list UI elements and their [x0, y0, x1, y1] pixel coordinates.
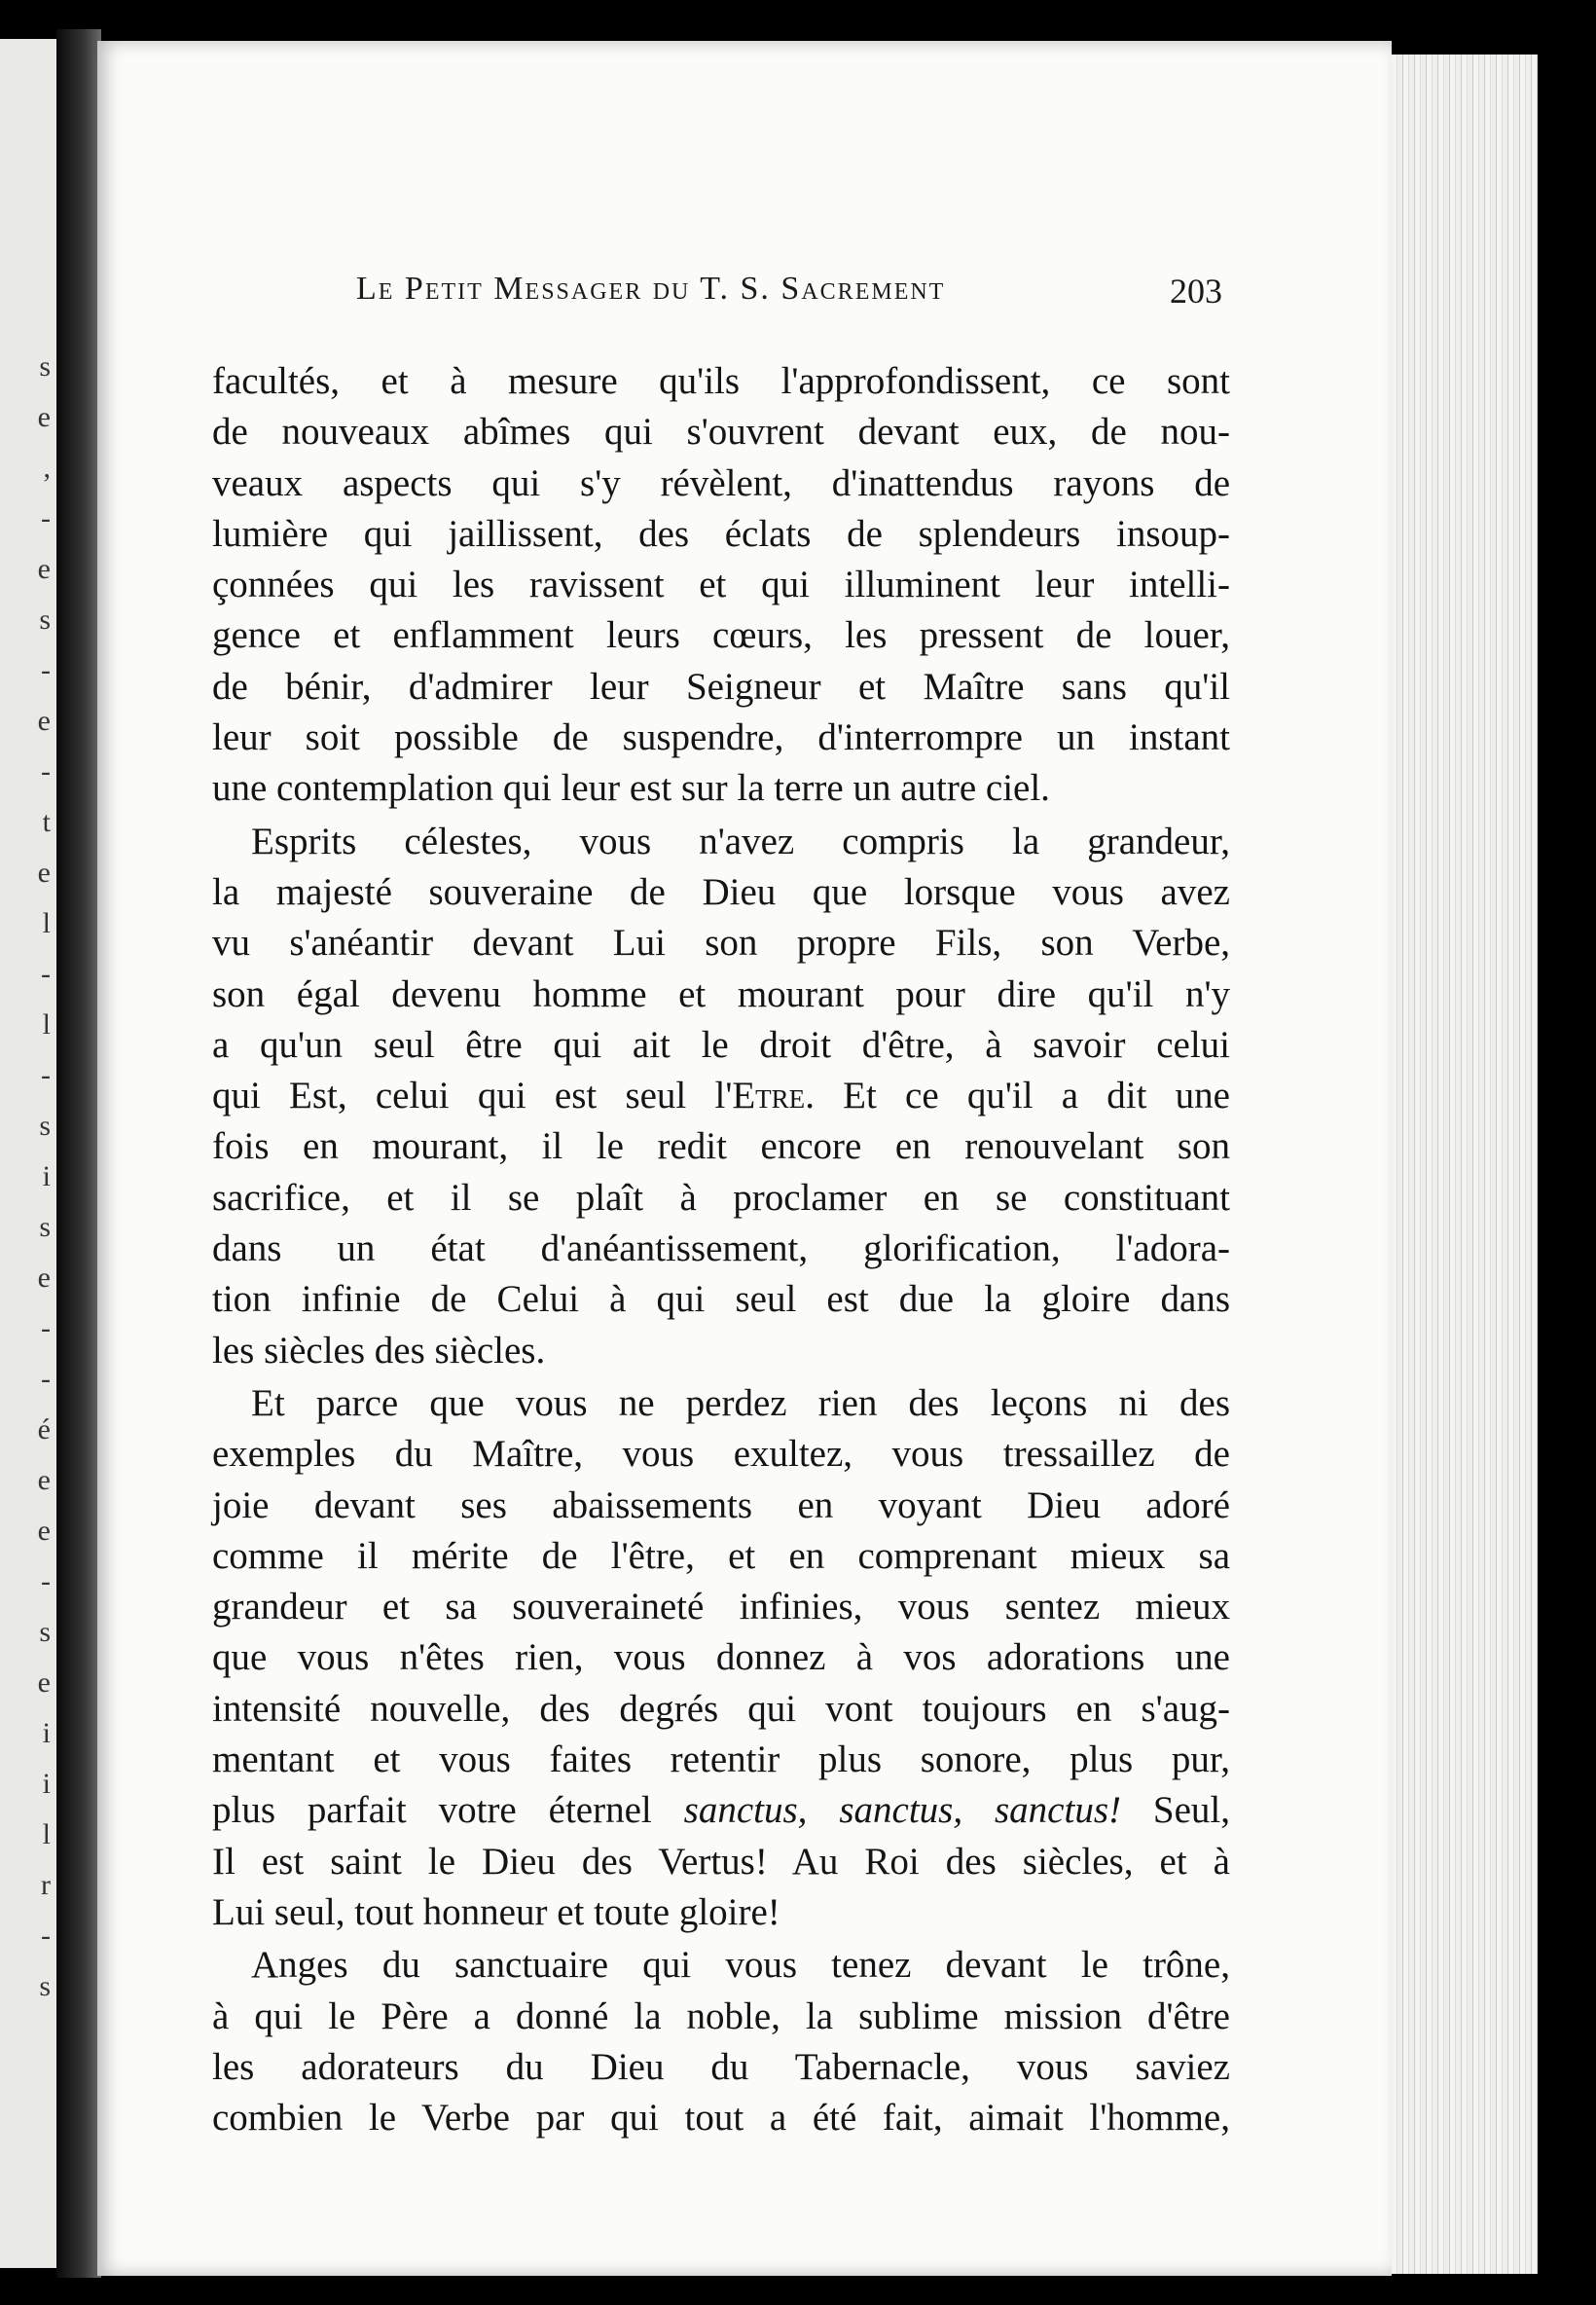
text-line: exemples du Maître, vous exultez, vous tressaillez de [212, 1433, 1230, 1476]
text-segment: Seul, [1121, 1789, 1231, 1832]
text-line: de bénir, d'admirer leur Seigneur et Maître sans qu'il [212, 665, 1230, 708]
facing-page-fragment: l [42, 1818, 51, 1850]
text-line: comme il mérite de l'être, et en comprenant mieux sa [212, 1534, 1230, 1577]
facing-page-fragment: - [41, 654, 51, 686]
running-head: Le Petit Messager du T. S. Sacrement [356, 271, 946, 307]
facing-page-fragment: r [41, 1869, 51, 1901]
sanctus-phrase: sanctus, sanctus, sanctus! [683, 1789, 1121, 1832]
text-line [212, 1071, 1230, 1121]
facing-page-fragment: l [42, 1008, 51, 1041]
facing-page-fragment: e [37, 857, 51, 889]
text-line: a qu'un seul être qui ait le droit d'être, à savoir celui [212, 1023, 1230, 1066]
facing-page-fragment: e [37, 401, 51, 433]
text-segment: . Et ce qu'il a dit une [805, 1075, 1230, 1117]
text-line: les siècles des siècles. [212, 1329, 546, 1372]
facing-page-fragment: s [39, 1970, 51, 2002]
etre-word: Etre [732, 1075, 806, 1117]
facing-page-fragment: - [41, 1363, 51, 1395]
text-line: veaux aspects qui s'y révèlent, d'inattendus rayons de [212, 461, 1230, 504]
text-line: fois en mourant, il le redit encore en renouvelant son [212, 1125, 1230, 1168]
facing-page-fragment: - [41, 1059, 51, 1091]
facing-page-fragment: s [39, 1211, 51, 1243]
text-line: une contemplation qui leur est sur la terre un autre ciel. [212, 767, 1050, 810]
facing-page-fragment: e [37, 1515, 51, 1547]
facing-page-fragment: s [39, 1110, 51, 1142]
facing-page-fragment: i [42, 1160, 51, 1192]
body-text [212, 356, 1230, 2143]
text-line: tion infinie de Celui à qui seul est due la gloire dans [212, 1278, 1230, 1321]
facing-page-fragment: l [42, 907, 51, 939]
facing-page-fragment: e [37, 553, 51, 585]
facing-page-fragment: - [41, 502, 51, 534]
text-line: joie devant ses abaissements en voyant Dieu adoré [212, 1483, 1230, 1526]
facing-page-edge [0, 39, 56, 2268]
text-segment: qui Est, celui qui est seul l' [212, 1075, 733, 1117]
text-line: intensité nouvelle, des degrés qui vont toujours en s'aug- [212, 1687, 1230, 1730]
facing-page-fragment: e [37, 1262, 51, 1294]
text-line: gence et enflamment leurs cœurs, les pressent de louer, [212, 614, 1230, 657]
facing-page-fragment: e [37, 705, 51, 737]
page-number: 203 [1170, 272, 1222, 311]
text-line: Esprits célestes, vous n'avez compris la grandeur, [251, 820, 1230, 862]
text-line: Anges du sanctuaire qui vous tenez devant le trône, [251, 1944, 1230, 1987]
facing-page-fragment: s [39, 604, 51, 636]
text-line [212, 1785, 1230, 1836]
book-gutter [56, 29, 101, 2278]
text-line: de nouveaux abîmes qui s'ouvrent devant eux, de nou- [212, 411, 1230, 454]
facing-page-fragment: i [42, 1717, 51, 1749]
text-line: lumière qui jaillissent, des éclats de splendeurs insoup- [212, 512, 1230, 555]
text-line: vu s'anéantir devant Lui son propre Fils, son Verbe, [212, 922, 1230, 965]
text-line: çonnées qui les ravissent et qui illuminent leur intelli- [212, 564, 1230, 606]
facing-page-fragment: s [39, 1616, 51, 1648]
facing-page-fragment: , [43, 452, 51, 484]
text-line: que vous n'êtes rien, vous donnez à vos adorations une [212, 1636, 1230, 1679]
book-page [97, 41, 1392, 2276]
text-line: à qui le Père a donné la noble, la sublime mission d'être [212, 1994, 1230, 2037]
facing-page-fragment: - [41, 1312, 51, 1344]
text-line: facultés, et à mesure qu'ils l'approfondissent, ce sont [212, 360, 1230, 402]
text-line: combien le Verbe par qui tout a été fait, aimait l'homme, [212, 2097, 1230, 2140]
facing-page-fragment: é [37, 1413, 51, 1445]
text-line: mentant et vous faites retentir plus sonore, plus pur, [212, 1738, 1230, 1781]
page-stack-edges [1392, 55, 1538, 2274]
text-line: les adorateurs du Dieu du Tabernacle, vous saviez [212, 2045, 1230, 2088]
facing-page-fragment: t [42, 806, 51, 838]
facing-page-fragment: - [41, 1565, 51, 1597]
text-segment: plus parfait votre éternel [212, 1789, 684, 1832]
facing-page-fragment: - [41, 1920, 51, 1952]
facing-page-fragment: e [37, 1464, 51, 1496]
text-line: Il est saint le Dieu des Vertus! Au Roi des siècles, et à [212, 1840, 1230, 1883]
text-line: sacrifice, et il se plaît à proclamer en se constituant [212, 1176, 1230, 1219]
facing-page-fragment: - [41, 755, 51, 787]
text-line: leur soit possible de suspendre, d'interrompre un instant [212, 716, 1230, 759]
facing-page-fragment: i [42, 1768, 51, 1800]
text-line: Lui seul, tout honneur et toute gloire! [212, 1890, 780, 1933]
facing-page-fragment: s [39, 350, 51, 383]
facing-page-fragment: - [41, 958, 51, 990]
text-line: la majesté souveraine de Dieu que lorsque vous avez [212, 870, 1230, 913]
text-line: Et parce que vous ne perdez rien des leçons ni des [251, 1381, 1230, 1424]
text-line: dans un état d'anéantissement, glorification, l'adora- [212, 1227, 1230, 1270]
facing-page-fragment: e [37, 1666, 51, 1699]
text-line: son égal devenu homme et mourant pour dire qu'il n'y [212, 972, 1230, 1015]
text-line: grandeur et sa souveraineté infinies, vous sentez mieux [212, 1586, 1230, 1628]
